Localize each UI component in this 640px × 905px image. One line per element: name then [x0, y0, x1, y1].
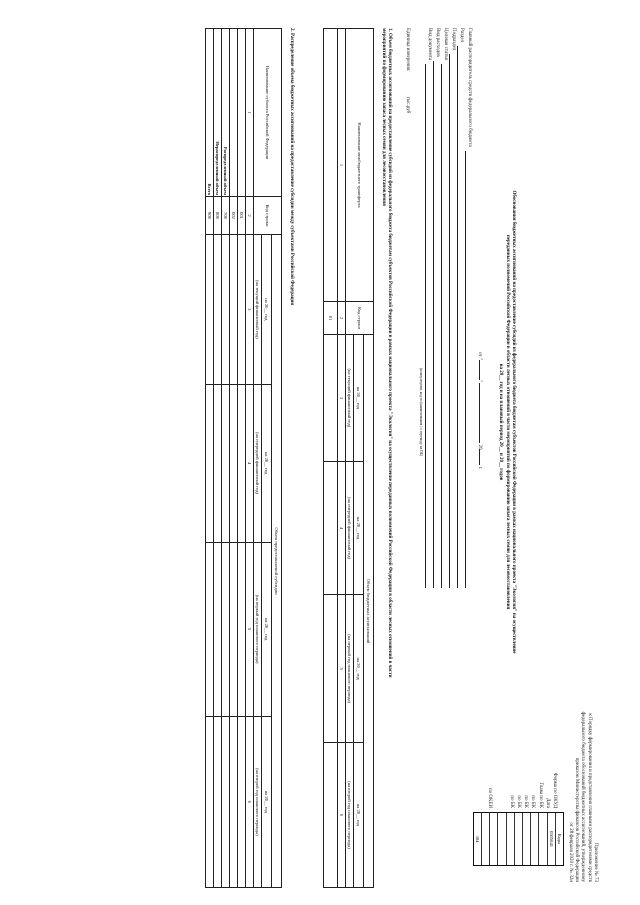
- field-label: Вид расходов: [435, 28, 440, 57]
- summary-row: Распределенный объем 700: [222, 29, 230, 888]
- codes-labels: Форма по ОКУД Дата Глава по БК по БК по БК по БК по БК по ОКЕИ: [487, 772, 557, 808]
- col-header: Код строки: [254, 197, 282, 235]
- appendix-line: от 28 февраля 2020 г. № 32н: [568, 822, 573, 882]
- codes-box: [473, 812, 564, 866]
- field-label: Целевая статья: [443, 28, 448, 60]
- version-note: (номер версии, код по (наименования ) о переводу на ОБ): [419, 367, 423, 457]
- rotated-form: [10, 22, 600, 892]
- section1-title: 1. Объем бюджетных ассигнований на предоставление субсидий из федерального бюджета бюджетам субъектов Российской Федерации в рамках национального проекта "Экология" на осуществление переданных полномочий Российской Федерации в области лесных отношений в части мероприятий по формированию запаса лесных семян для лесовосстановления: [380, 28, 392, 678]
- table-row: 001: [238, 29, 246, 888]
- field-label: Подраздел: [451, 28, 456, 51]
- unit-line: Единица измерения: тыс.руб: [405, 28, 410, 114]
- appendix-line: к Порядку формирования и представления главными распорядителями средств: [586, 713, 592, 882]
- appendix-title: Приложение № 73: [593, 842, 598, 882]
- summary-row: Всего 900: [206, 29, 214, 888]
- section1-table: Наименование межбюджетного трансферта Код строки Объем бюджетных ассигнований на 20__ год на 20__ год на 20__ год на 20__ год (на текущий финансовый год) (на очередной финансовый год) (на первый год планового периода) (на второй год планового периода) 1 2 3 4 5 6 01: [323, 28, 374, 888]
- col-header: Код строки: [346, 302, 374, 335]
- col-group-header: Объем бюджетных ассигнований: [364, 335, 374, 888]
- col-group-header: Объем предоставляемой субсидии: [272, 235, 282, 888]
- header-fields: [424, 28, 472, 588]
- appendix-line: федерального бюджета обоснований бюджетных ассигнований, утвержденному: [580, 711, 586, 882]
- section2-table: Наименование субъекта Российской Федерации Код строки Объем предоставляемой субсидии на 20__ год на 20__ год на 20__ год на 20__ год (на текущий финансовый год) (на очередной финансовый год) (на первый год планового периода) (на второй год планового периода) 1 2 3 4 5 6 001 002 Распределенный объем 700 Нераспределенный объем 800 Всего 900: [205, 28, 282, 888]
- form-code: 0505841: [547, 813, 555, 865]
- table-row: 002: [230, 29, 238, 888]
- section2-title: 2. Распределение объема бюджетных ассигнований на предоставление субсидии между субъектами Российской Федерации: [289, 28, 294, 306]
- appendix-block: [567, 582, 598, 882]
- date-line: от "" 20 г.: [477, 352, 482, 470]
- field-label: Раздел: [459, 28, 464, 43]
- document-title: Обоснования бюджетных ассигнований на предоставление субсидий из федерального бюджета бюджетам субъектов Российской Федерации в рамках национального проекта "Экология" на осуществление переданных полномочий Российской Федерации в области лесных отношений в части мероприятий по формированию запаса лесных семян для лесовосстановления на 20__ год и на плановый период 20__ и 20__ годов: [498, 190, 516, 654]
- table-row: 01: [324, 29, 338, 888]
- okei-code: 384: [475, 835, 481, 843]
- summary-row: Нераспределенный объем 800: [214, 29, 222, 888]
- col-header: Наименование субъекта Российской Федерации: [254, 29, 282, 197]
- col-header: Наименование межбюджетного трансферта: [346, 29, 374, 302]
- appendix-line: приказом Министерства финансов Российской Федерации: [574, 757, 580, 882]
- field-label: Главный распорядитель средств федерального бюджета: [467, 28, 472, 147]
- field-label: Вид документа: [427, 28, 432, 61]
- codes-header: Коды: [555, 813, 563, 865]
